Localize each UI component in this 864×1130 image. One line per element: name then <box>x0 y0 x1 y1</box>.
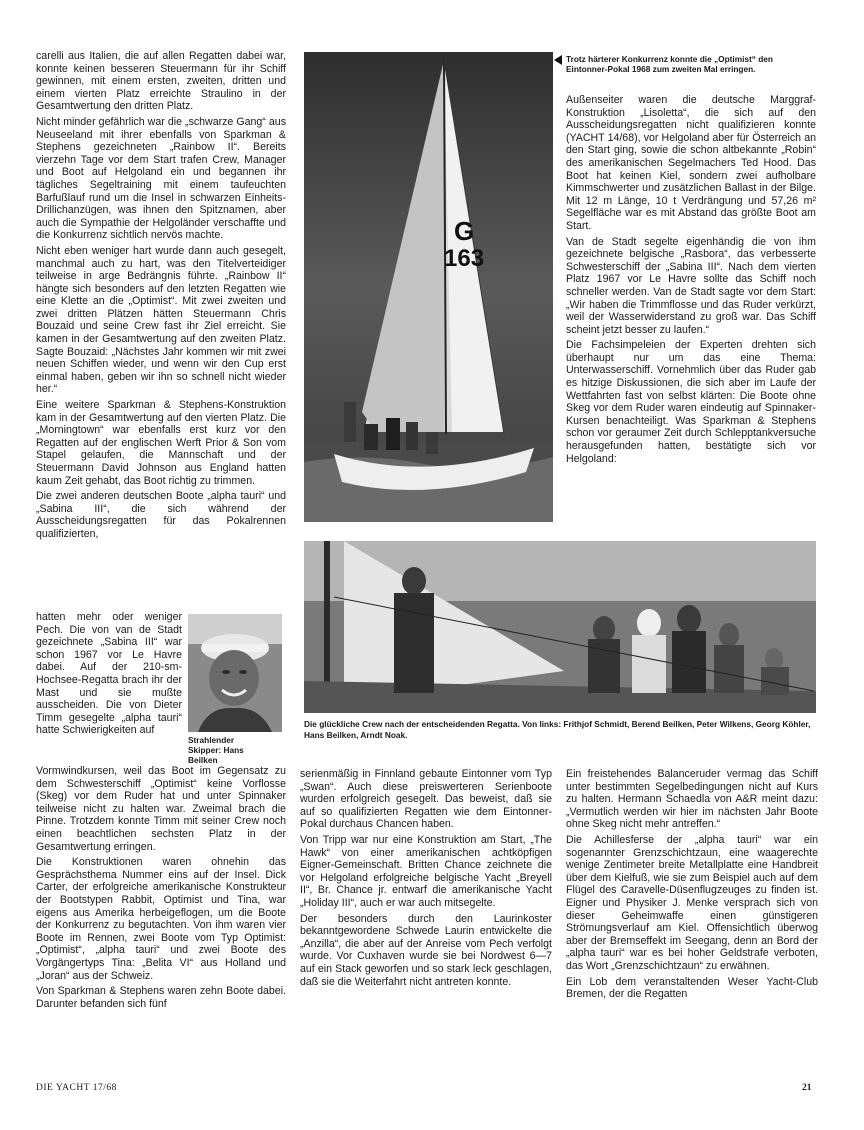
crew-photo <box>304 541 816 713</box>
paragraph: Die Achillesferse der „alpha tauri“ war ein sogenannter Grenzschichtzaun, eine waagerechte wenige Zentimeter breite Metallplatte eine Handbreit über dem Kielfuß, wie sie zum Beispiel auch auf dem Flügel des Caravelle-Düsenflugzeuges zu finden ist. Eigner und Physiker J. Menke versprach sich von dieser Geheimwaffe einen günstigeren Strömungsverlauf am Kiel. Offensichtlich überwog aber der Bremseffekt im Seegang, denn an Bord der „alpha tauri“ war es bei hoher Geldstrafe verboten, das Wort „Grenzschichtzaun“ zu erwähnen. <box>566 833 818 972</box>
sail-letter: G <box>454 216 475 246</box>
paragraph: Eine weitere Sparkman & Stephens-Konstruktion kam in der Gesamtwertung auf den vierten Platz. Die „Morningtown“ war ebenfalls erst kurz vor den Regatten auf der englischen Werft Prior & Son vom Stapel gelaufen, die Mannschaft und der Steuermann David Johnson aus England hatten kaum Zeit gehabt, das Boot richtig zu trimmen. <box>36 399 286 487</box>
paragraph: Von Sparkman & Stephens waren zehn Boote dabei. Darunter befanden sich fünf <box>36 985 286 1010</box>
paragraph: Nicht eben weniger hart wurde dann auch gesegelt, manchmal auch zu hart, was den Titelverteidiger teilweise in arge Bedrängnis führte. „Rainbow II“ hängte sich besonders auf den letzten Regatten wie eine Klette an die „Optimist“. Mit zwei zweiten und zwei dritten Plätzen hätten Steuermann Chris Bouzaid und seine Crew fast ihr Ziel erreicht. Sie kamen in der Gesamtwertung auf den zweiten Platz. Sagte Bouzaid: „Nächstes Jahr kommen wir mit zwei neuen Schiffen wieder, und wenn wir den Cup erst einmal haben, geben wir ihn so schnell nicht wieder her.“ <box>36 244 286 396</box>
sailboat-photo <box>304 52 553 522</box>
paragraph: Ein Lob dem veranstaltenden Weser Yacht-Club Bremen, der die Regatten <box>566 975 818 1001</box>
paragraph: Van de Stadt segelte eigenhändig die von ihm gezeichnete belgische „Rasbora“, das verbesserte Schwesterschiff der „Sabina III“. Nach dem vierten Platz 1967 vor Le Havre sollte das Schiff noch schneller werden. Van de Stadt sagte vor dem Start: „Wir haben die Trimmflosse und das Ruder verkürzt, weil der Wasserwiderstand zu groß war. Das Schiff scheint jetzt besser zu laufen.“ <box>566 235 816 336</box>
paragraph: Nicht minder gefährlich war die „schwarze Gang“ aus Neuseeland mit ihrer ebenfalls von Sparkman & Stephens gezeichneten „Rainbow II“. Bereits vierzehn Tage vor dem Start trafen Crew, Manager und Boot auf Helgoland ein und begannen ihr tägliches Segeltraining mit einem taufeuchten Barfußlauf rund um die Insel in schwarzen Einheits-Drillichanzügen, was ihnen den Spitznamen, aber auch die Sympathie der Helgoländer verschaffte und die Konkurrenz sichtlich nervös machte. <box>36 115 286 242</box>
paragraph: Die zwei anderen deutschen Boote „alpha tauri“ und „Sabina III“, die sich während der Ausscheidungsregatten für das Pokalrennen qualifizierten, <box>36 490 286 540</box>
article-column-left <box>36 50 286 544</box>
article-column-left-bottom <box>36 765 286 1013</box>
paragraph: Ein freistehendes Balanceruder vermag das Schiff unter bestimmten Segelbedingungen nicht auf Kurs zu halten. Hermann Schaedla von A&R meint dazu: „Vermutlich werden wir hier im nächsten Jahr Boote ohne Skeg nicht mehr antreffen.“ <box>566 768 818 831</box>
article-column-bottom-middle <box>300 768 552 991</box>
page-number: 21 <box>802 1083 812 1093</box>
article-column-right <box>566 94 816 468</box>
article-column-bottom-right <box>566 768 818 1004</box>
paragraph: Vormwindkursen, weil das Boot im Gegensatz zu dem Schwesterschiff „Optimist“ keine Vorflosse (Skeg) vor dem Ruder hat und unter Spinnaker teilweise nicht zu halten war. Zweimal brach die Pinne. Trotzdem konnte Timm mit seiner Crew noch einen beachtlichen sechsten Platz in der Gesamtwertung erringen. <box>36 765 286 853</box>
paragraph: serienmäßig in Finnland gebaute Eintonner vom Typ „Swan“. Auch diese preiswerteren Serienboote wurden erfolgreich gesegelt. Das beweist, daß sie auf so qualifizierten Regatten wie dem Eintonner-Pokal durchaus Chancen haben. <box>300 768 552 831</box>
paragraph: Von Tripp war nur eine Konstruktion am Start, „The Hawk“ von einer amerikanischen achtköpfigen Eigner-Gemeinschaft. Britten Chance zeichnete die vor Helgoland erfolgreiche belgische Yacht „Breyell II“, Br. Chance jr. entwarf die amerikanische Yacht „Holiday III“, auch er war auch mitsegelte. <box>300 833 552 909</box>
paragraph: Die Fachsimpeleien der Experten drehten sich überhaupt nur um das eine Thema: Unterwasserschiff. Vornehmlich über das Ruder gab es hitzige Diskussionen, die sich aber im Laufe der Wettfahrten fast von selbst klärten: Die Boote ohne Skeg vor dem Ruder waren eindeutig auf Spinnaker-Kursen benachteiligt. Was Sparkman & Stephens schon vor geraumer Zeit durch Schlepptankversuche herausgefunden hatten, bestätigte sich vor Helgoland: <box>566 339 816 465</box>
caption-text: Trotz härterer Konkurrenz konnte die „Optimist“ den Eintonner-Pokal 1968 zum zweiten Mal erringen. <box>566 54 773 74</box>
sail-number: 163 <box>444 245 485 272</box>
footer-publication: DIE YACHT 17/68 <box>36 1083 117 1093</box>
top-photo-caption <box>566 54 816 74</box>
wrapped-paragraph: hatten mehr oder weniger Pech. Die von van de Stadt gezeichnete „Sabina III“ war schon 1967 vor Le Havre dabei. Auf der 210-sm-Hochsee-Regatta brach ihr der Mast und sie mußte ausscheiden. Die von Dieter Timm gesegelte „alpha tauri“ hatte Schwierigkeiten auf <box>36 611 182 737</box>
paragraph: carelli aus Italien, die auf allen Regatten dabei war, konnte keinen besseren Steuermann für ihr Schiff gewinnen, mit einem ersten, zweiten, dritten und einem vierten Platz erreichte Straulino in der Gesamtwertung den dritten Platz. <box>36 50 286 113</box>
paragraph: Die Konstruktionen waren ohnehin das Gesprächsthema Nummer eins auf der Insel. Dick Carter, der erfolgreiche amerikanische Konstrukteur der Bootstypen Rabbit, Optimist und Tina, war eigens aus Amerika herbeigeflogen, um die Boote der Konkurrenz zu begutachten. Von ihm waren vier Boote im Rennen, zwei Boote vom Typ Optimist: „Optimist“, „alpha tauri“ und zwei Boote des Vorgängertyps Tina: „Belita VI“ aus Holland und „Joran“ aus der Schweiz. <box>36 856 286 982</box>
paragraph: Der besonders durch den Laurinkoster bekanntgewordene Schwede Laurin entwickelte die „Anzilla“, die aber auf der Anreise vom Pech verfolgt wurde. Vor Cuxhaven wurde sie bei Nordwest 6—7 auf ein Stack geworfen und so stark leck geschlagen, daß sie die Weiterfahrt nicht antreten konnte. <box>300 912 552 988</box>
paragraph: Außenseiter waren die deutsche Marggraf-Konstruktion „Lisoletta“, die sich auf den Ausscheidungsregatten nicht qualifizieren konnte (YACHT 14/68), vor Helgoland aber für Österreich an den Start ging, sowie die schon altbekannte „Robin“ des amerikanischen Segelmachers Ted Hood. Das Boot hat keinen Kiel, sondern zwei aufholbare Kimmschwerter und zusätzlichen Ballast in der Bilge. Mit 12 m Länge, 10 t Verdrängung und 57,26 m² Segelfläche war es mit Abstand das größte Boot am Start. <box>566 94 816 232</box>
skipper-caption: Strahlender Skipper: Hans Beilken <box>188 735 244 765</box>
caption-pointer-icon <box>554 55 562 65</box>
crew-photo-caption: Die glückliche Crew nach der entscheidenden Regatta. Von links: Frithjof Schmidt, Berend Beilken, Peter Wilkens, Georg Köhler, Hans Beilken, Arndt Noak. <box>304 719 811 740</box>
skipper-photo <box>188 614 282 732</box>
